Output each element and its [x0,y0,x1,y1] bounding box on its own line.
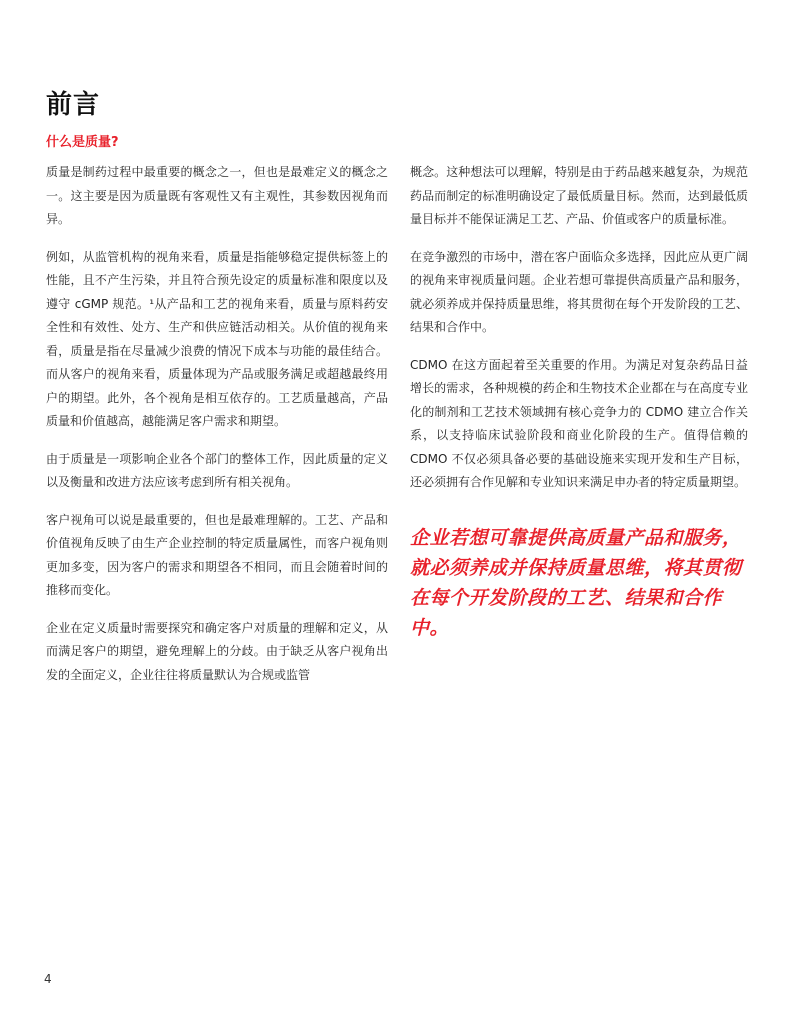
body-paragraph: 在竞争激烈的市场中，潜在客户面临众多选择，因此应从更广阔的视角来审视质量问题。企业若想可靠提供高质量产品和服务，就必须养成并保持质量思维，将其贯彻在每个开发阶段的工艺、结果和合作中。 [410,249,748,334]
body-paragraph: 质量是制药过程中最重要的概念之一，但也是最难定义的概念之一。这主要是因为质量既有客观性又有主观性，其参数因视角而异。 [46,165,388,226]
pull-quote: 企业若想可靠提供高质量产品和服务，就必须养成并保持质量思维，将其贯彻在每个开发阶段的工艺、结果和合作中。 [410,526,742,639]
left-column [46,161,388,701]
section-heading: 什么是质量? [46,135,119,150]
right-column [410,161,748,643]
page-number: 4 [44,972,52,986]
body-paragraph: 由于质量是一项影响企业各个部门的整体工作，因此质量的定义以及衡量和改进方法应该考虑到所有相关视角。 [46,451,388,489]
page-title: 前言 [46,90,101,120]
body-paragraph: 客户视角可以说是最重要的，但也是最难理解的。工艺、产品和价值视角反映了由生产企业控制的特定质量属性，而客户视角则更加多变，因为客户的需求和期望各不相同，而且会随着时间的推移而变化。 [46,512,388,597]
body-paragraph: 例如，从监管机构的视角来看，质量是指能够稳定提供标签上的性能，且不产生污染，并且符合预先设定的质量标准和限度以及遵守 cGMP 规范。¹从产品和工艺的视角来看，质量与原料药安全性和有效性、处方、生产和供应链活动相关。从价值的视角来看，质量是指在尽量减少浪费的情况下成本与功能的最佳结合。而从客户的视角来看，质量体现为产品或服务满足或超越最终用户的期望。此外，各个视角是相互依存的。工艺质量越高，产品质量和价值越高，越能满足客户需求和期望。 [46,249,388,428]
body-paragraph: CDMO 在这方面起着至关重要的作用。为满足对复杂药品日益增长的需求，各种规模的药企和生物技术企业都在与在高度专业化的制剂和工艺技术领域拥有核心竞争力的 CDMO 建立合作关系，以支持临床试验阶段和商业化阶段的生产。值得信赖的 CDMO 不仅必须具备必要的基础设施来实现开发和生产目标，还必须拥有合作见解和专业知识来满足申办者的特定质量期望。 [410,357,748,489]
body-paragraph: 企业在定义质量时需要探究和确定客户对质量的理解和定义，从而满足客户的期望，避免理解上的分歧。由于缺乏从客户视角出发的全面定义，企业往往将质量默认为合规或监管 [46,620,388,682]
body-paragraph: 概念。这种想法可以理解，特别是由于药品越来越复杂，为规范药品而制定的标准明确设定了最低质量目标。然而，达到最低质量目标并不能保证满足工艺、产品、价值或客户的质量标准。 [410,165,748,226]
